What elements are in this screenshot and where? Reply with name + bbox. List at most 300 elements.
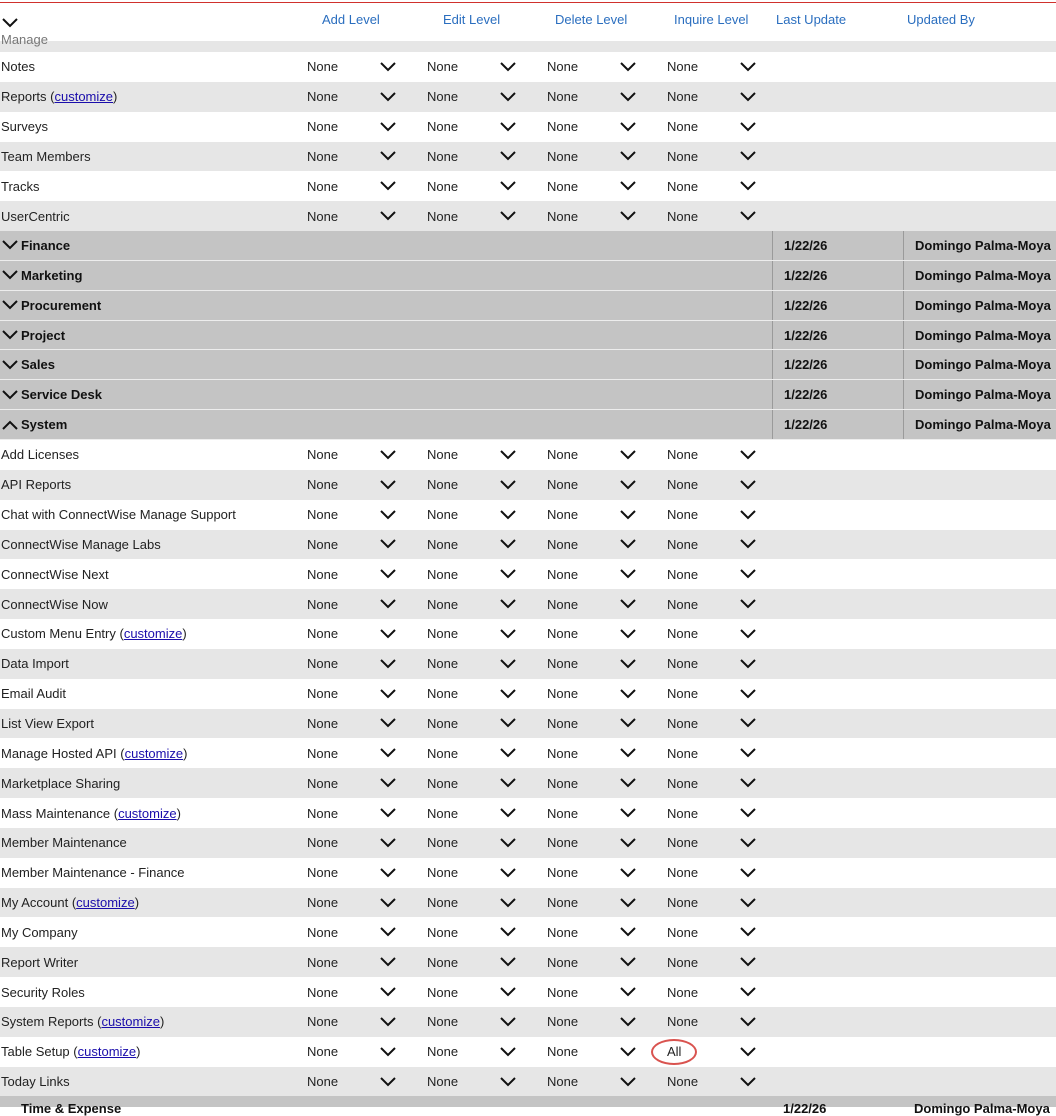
permission-name	[1, 440, 79, 470]
chevron-down-icon[interactable]	[500, 448, 516, 462]
add-level-select[interactable]: None	[307, 656, 339, 672]
chevron-down-icon[interactable]	[620, 508, 636, 522]
chevron-down-icon[interactable]	[380, 836, 396, 850]
edit-level-select[interactable]: None	[427, 447, 459, 463]
chevron-down-icon[interactable]	[380, 687, 396, 701]
group-header[interactable]	[2, 261, 82, 290]
permission-label: UserCentric	[1, 208, 70, 224]
chevron-down-icon[interactable]	[620, 657, 636, 671]
chevron-down-icon[interactable]	[500, 866, 516, 880]
chevron-down-icon[interactable]	[500, 597, 516, 611]
inquire-level-select[interactable]: All	[667, 1044, 682, 1060]
chevron-down-icon[interactable]	[380, 925, 396, 939]
chevron-down-icon[interactable]	[620, 149, 636, 163]
add-level-select[interactable]: None	[307, 566, 339, 582]
chevron-down-icon[interactable]	[620, 896, 636, 910]
inquire-level-select[interactable]: None	[667, 208, 699, 224]
customize-link[interactable]: customize	[77, 1044, 137, 1060]
delete-level-select[interactable]: None	[547, 686, 579, 702]
add-level-select[interactable]: None	[307, 507, 339, 523]
chevron-down-icon[interactable]	[740, 776, 756, 790]
chevron-down-icon[interactable]	[620, 1075, 636, 1089]
delete-level-select[interactable]: None	[547, 208, 579, 224]
chevron-down-icon[interactable]	[620, 716, 636, 730]
chevron-down-icon[interactable]	[620, 448, 636, 462]
inquire-level-select[interactable]: None	[667, 835, 699, 851]
group-updated-by: Domingo Palma-Moya	[903, 291, 1056, 320]
chevron-down-icon[interactable]	[740, 90, 756, 104]
delete-level-select[interactable]: None	[547, 507, 579, 523]
edit-level-select[interactable]: None	[427, 178, 459, 194]
chevron-down-icon[interactable]	[740, 508, 756, 522]
chevron-up-icon[interactable]	[2, 418, 18, 432]
group-header[interactable]	[2, 291, 101, 320]
chevron-down-icon[interactable]	[380, 149, 396, 163]
chevron-down-icon[interactable]	[500, 120, 516, 134]
chevron-down-icon[interactable]	[740, 537, 756, 551]
edit-level-select[interactable]: None	[427, 805, 459, 821]
permission-label: Data Import	[1, 656, 69, 672]
chevron-down-icon[interactable]	[620, 478, 636, 492]
column-header-delete-level[interactable]: Delete Level	[555, 12, 628, 27]
top-accent-line	[0, 2, 1056, 3]
add-level-select[interactable]: None	[307, 148, 339, 164]
chevron-down-icon[interactable]	[740, 597, 756, 611]
chevron-down-icon[interactable]	[500, 657, 516, 671]
delete-level-select[interactable]: None	[547, 775, 579, 791]
group-updated-by: Domingo Palma-Moya	[903, 261, 1056, 290]
delete-level-select[interactable]: None	[547, 835, 579, 851]
add-level-select[interactable]: None	[307, 447, 339, 463]
group-last-update: 1/22/26	[772, 261, 904, 290]
add-level-select[interactable]: None	[307, 954, 339, 970]
delete-level-select[interactable]: None	[547, 59, 579, 75]
chevron-down-icon[interactable]	[740, 687, 756, 701]
group-last-update: 1/22/26	[772, 380, 904, 409]
chevron-down-icon[interactable]	[740, 836, 756, 850]
delete-level-select[interactable]: None	[547, 447, 579, 463]
chevron-down-icon[interactable]	[740, 657, 756, 671]
chevron-down-icon[interactable]	[380, 776, 396, 790]
chevron-down-icon[interactable]	[500, 985, 516, 999]
inquire-level-select[interactable]: None	[667, 507, 699, 523]
permission-label: Manage Hosted API	[1, 745, 117, 761]
chevron-down-icon[interactable]	[620, 985, 636, 999]
edit-level-select[interactable]: None	[427, 148, 459, 164]
chevron-down-icon[interactable]	[620, 955, 636, 969]
chevron-down-icon[interactable]	[500, 776, 516, 790]
chevron-down-icon[interactable]	[620, 687, 636, 701]
add-level-select[interactable]: None	[307, 178, 339, 194]
group-header[interactable]	[2, 380, 102, 409]
delete-level-select[interactable]: None	[547, 865, 579, 881]
inquire-level-select[interactable]: None	[667, 984, 699, 1000]
add-level-select[interactable]: None	[307, 745, 339, 761]
permission-name	[1, 530, 161, 560]
group-header[interactable]	[2, 321, 65, 350]
chevron-down-icon[interactable]	[380, 866, 396, 880]
chevron-down-icon[interactable]	[2, 358, 18, 372]
chevron-down-icon[interactable]	[380, 567, 396, 581]
chevron-down-icon[interactable]	[740, 866, 756, 880]
edit-level-select[interactable]: None	[427, 835, 459, 851]
chevron-down-icon[interactable]	[740, 60, 756, 74]
chevron-down-icon[interactable]	[380, 716, 396, 730]
add-level-select[interactable]: None	[307, 865, 339, 881]
chevron-down-icon[interactable]	[380, 746, 396, 760]
inquire-level-select[interactable]: None	[667, 805, 699, 821]
chevron-down-icon[interactable]	[500, 687, 516, 701]
chevron-down-icon[interactable]	[500, 1015, 516, 1029]
permission-name	[1, 858, 185, 888]
group-header[interactable]	[2, 350, 55, 379]
permission-name: System Reports ( customize )	[1, 1014, 165, 1030]
group-last-update: 1/22/26	[772, 291, 904, 320]
edit-level-select[interactable]: None	[427, 775, 459, 791]
table-group-row-time-expense[interactable]	[0, 1096, 1056, 1116]
chevron-down-icon[interactable]	[620, 1045, 636, 1059]
table-group-row-finance[interactable]	[0, 231, 1056, 261]
add-level-select[interactable]: None	[307, 626, 339, 642]
chevron-down-icon[interactable]	[740, 746, 756, 760]
chevron-down-icon[interactable]	[380, 955, 396, 969]
table-row-notes	[0, 52, 1056, 82]
edit-level-select[interactable]: None	[427, 566, 459, 582]
chevron-down-icon[interactable]	[500, 1045, 516, 1059]
delete-level-select[interactable]: None	[547, 178, 579, 194]
chevron-down-icon[interactable]	[500, 209, 516, 223]
column-header-last-update[interactable]: Last Update	[776, 12, 847, 27]
edit-level-select[interactable]: None	[427, 984, 459, 1000]
add-level-select[interactable]: None	[307, 895, 339, 911]
add-level-select[interactable]: None	[307, 1014, 339, 1030]
chevron-down-icon[interactable]	[620, 537, 636, 551]
add-level-select[interactable]: None	[307, 775, 339, 791]
chevron-down-icon[interactable]	[740, 1045, 756, 1059]
delete-level-select[interactable]: None	[547, 656, 579, 672]
inquire-level-select[interactable]: None	[667, 865, 699, 881]
chevron-down-icon[interactable]	[740, 955, 756, 969]
edit-level-select[interactable]: None	[427, 89, 459, 105]
add-level-select[interactable]: None	[307, 477, 339, 493]
customize-link[interactable]: customize	[76, 895, 135, 911]
delete-level-select[interactable]: None	[547, 745, 579, 761]
customize-link[interactable]: customize	[54, 89, 114, 105]
table-group-row-sales[interactable]	[0, 350, 1056, 380]
delete-level-select[interactable]: None	[547, 626, 579, 642]
inquire-level-select[interactable]: None	[667, 59, 699, 75]
chevron-down-icon[interactable]	[740, 627, 756, 641]
column-header-updated-by[interactable]: Updated By	[907, 12, 975, 27]
chevron-down-icon[interactable]	[380, 657, 396, 671]
chevron-down-icon[interactable]	[500, 806, 516, 820]
chevron-down-icon[interactable]	[380, 1015, 396, 1029]
inquire-level-select[interactable]: None	[667, 178, 699, 194]
chevron-down-icon[interactable]	[740, 896, 756, 910]
chevron-down-icon[interactable]	[2, 298, 18, 312]
inquire-level-select[interactable]: None	[667, 775, 699, 791]
add-level-select[interactable]: None	[307, 805, 339, 821]
add-level-select[interactable]: None	[307, 536, 339, 552]
chevron-down-icon[interactable]	[740, 925, 756, 939]
add-level-select[interactable]: None	[307, 715, 339, 731]
chevron-down-icon[interactable]	[380, 120, 396, 134]
inquire-level-select[interactable]: None	[667, 477, 699, 493]
delete-level-select[interactable]: None	[547, 477, 579, 493]
chevron-down-icon[interactable]	[740, 1015, 756, 1029]
inquire-level-select[interactable]: None	[667, 1074, 699, 1090]
chevron-down-icon[interactable]	[740, 985, 756, 999]
group-updated-by: Domingo Palma-Moya	[903, 410, 1056, 439]
chevron-down-icon[interactable]	[620, 567, 636, 581]
chevron-down-icon[interactable]	[500, 627, 516, 641]
chevron-down-icon[interactable]	[500, 508, 516, 522]
edit-level-select[interactable]: None	[427, 865, 459, 881]
edit-level-select[interactable]: None	[427, 1014, 459, 1030]
edit-level-select[interactable]: None	[427, 745, 459, 761]
chevron-down-icon[interactable]	[500, 537, 516, 551]
group-header[interactable]	[2, 410, 67, 439]
chevron-down-icon[interactable]	[380, 60, 396, 74]
group-header[interactable]	[2, 231, 70, 260]
inquire-level-select[interactable]: None	[667, 954, 699, 970]
chevron-down-icon[interactable]	[380, 1045, 396, 1059]
chevron-down-icon[interactable]	[620, 866, 636, 880]
chevron-down-icon[interactable]	[2, 388, 18, 402]
permission-name	[1, 52, 35, 82]
chevron-down-icon[interactable]	[500, 90, 516, 104]
chevron-down-icon[interactable]	[620, 806, 636, 820]
delete-level-select[interactable]: None	[547, 119, 579, 135]
chevron-down-icon[interactable]	[620, 776, 636, 790]
group-name: Procurement	[21, 297, 102, 313]
delete-level-select[interactable]: None	[547, 596, 579, 612]
edit-level-select[interactable]: None	[427, 59, 459, 75]
chevron-down-icon[interactable]	[620, 746, 636, 760]
add-level-select[interactable]: None	[307, 1044, 339, 1060]
delete-level-select[interactable]: None	[547, 89, 579, 105]
chevron-down-icon[interactable]	[380, 179, 396, 193]
chevron-down-icon[interactable]	[500, 716, 516, 730]
chevron-down-icon[interactable]	[500, 179, 516, 193]
chevron-down-icon[interactable]	[740, 120, 756, 134]
delete-level-select[interactable]: None	[547, 536, 579, 552]
chevron-down-icon[interactable]	[380, 537, 396, 551]
permission-label: Marketplace Sharing	[1, 775, 121, 791]
inquire-level-select[interactable]: None	[667, 119, 699, 135]
permission-name: Mass Maintenance ( customize )	[1, 805, 181, 821]
add-level-select[interactable]: None	[307, 984, 339, 1000]
edit-level-select[interactable]: None	[427, 626, 459, 642]
delete-level-select[interactable]: None	[547, 1014, 579, 1030]
group-last-update: 1/22/26	[772, 231, 904, 260]
chevron-down-icon[interactable]	[2, 238, 18, 252]
chevron-down-icon[interactable]	[500, 1075, 516, 1089]
edit-level-select[interactable]: None	[427, 895, 459, 911]
chevron-down-icon[interactable]	[380, 478, 396, 492]
customize-link[interactable]: customize	[124, 745, 184, 761]
inquire-level-select[interactable]: None	[667, 596, 699, 612]
permissions-table	[0, 52, 1056, 1097]
chevron-down-icon[interactable]	[620, 925, 636, 939]
add-level-select[interactable]: None	[307, 686, 339, 702]
inquire-level-select[interactable]: None	[667, 89, 699, 105]
inquire-level-select[interactable]: None	[667, 536, 699, 552]
chevron-down-icon[interactable]	[380, 209, 396, 223]
table-group-row-project[interactable]	[0, 321, 1056, 351]
table-row-custom-menu-entry	[0, 619, 1056, 649]
inquire-level-select[interactable]: None	[667, 148, 699, 164]
delete-level-select[interactable]: None	[547, 148, 579, 164]
inquire-level-select[interactable]: None	[667, 626, 699, 642]
table-row-list-view-export	[0, 709, 1056, 739]
permission-name	[1, 470, 71, 500]
chevron-down-icon[interactable]	[740, 716, 756, 730]
edit-level-select[interactable]: None	[427, 1044, 459, 1060]
add-level-select[interactable]: None	[307, 1074, 339, 1090]
column-header-inquire-level[interactable]: Inquire Level	[674, 12, 749, 27]
edit-level-select[interactable]: None	[427, 507, 459, 523]
edit-level-select[interactable]: None	[427, 686, 459, 702]
inquire-level-select[interactable]: None	[667, 656, 699, 672]
edit-level-select[interactable]: None	[427, 208, 459, 224]
chevron-down-icon[interactable]	[2, 268, 18, 282]
permission-label: Custom Menu Entry	[1, 626, 116, 642]
chevron-down-icon[interactable]	[740, 149, 756, 163]
add-level-select[interactable]: None	[307, 835, 339, 851]
inquire-level-select[interactable]: None	[667, 924, 699, 940]
delete-level-select[interactable]: None	[547, 1044, 579, 1060]
customize-link[interactable]: customize	[118, 805, 177, 821]
permission-label: Team Members	[1, 148, 91, 164]
delete-level-select[interactable]: None	[547, 924, 579, 940]
inquire-level-select[interactable]: None	[667, 1014, 699, 1030]
add-level-select[interactable]: None	[307, 59, 339, 75]
chevron-down-icon[interactable]	[380, 627, 396, 641]
column-header-add-level[interactable]: Add Level	[322, 12, 380, 27]
group-updated-by: Domingo Palma-Moya	[903, 350, 1056, 379]
add-level-select[interactable]: None	[307, 596, 339, 612]
chevron-down-icon[interactable]	[2, 328, 18, 342]
chevron-down-icon[interactable]	[500, 836, 516, 850]
delete-level-select[interactable]: None	[547, 566, 579, 582]
table-row-security-roles	[0, 977, 1056, 1007]
table-row-tracks	[0, 171, 1056, 201]
edit-level-select[interactable]: None	[427, 954, 459, 970]
chevron-down-icon[interactable]	[620, 120, 636, 134]
permission-label: My Company	[1, 924, 78, 940]
chevron-down-icon[interactable]	[740, 567, 756, 581]
inquire-level-select[interactable]: None	[667, 566, 699, 582]
column-header-edit-level[interactable]: Edit Level	[443, 12, 501, 27]
table-row-manage-hosted-api	[0, 738, 1056, 768]
group-name: System	[21, 417, 68, 433]
edit-level-select[interactable]: None	[427, 596, 459, 612]
collapse-all-chevron-icon[interactable]	[2, 16, 18, 30]
table-group-row-service-desk[interactable]	[0, 380, 1056, 410]
chevron-down-icon[interactable]	[620, 597, 636, 611]
permission-name	[1, 709, 94, 739]
chevron-down-icon[interactable]	[380, 448, 396, 462]
delete-level-select[interactable]: None	[547, 984, 579, 1000]
permission-name	[1, 947, 78, 977]
chevron-down-icon[interactable]	[500, 746, 516, 760]
chevron-down-icon[interactable]	[500, 896, 516, 910]
delete-level-select[interactable]: None	[547, 805, 579, 821]
delete-level-select[interactable]: None	[547, 954, 579, 970]
delete-level-select[interactable]: None	[547, 895, 579, 911]
add-level-select[interactable]: None	[307, 119, 339, 135]
group-updated-by: Domingo Palma-Moya	[914, 1101, 1050, 1116]
inquire-level-select[interactable]: None	[667, 745, 699, 761]
chevron-down-icon[interactable]	[740, 179, 756, 193]
chevron-down-icon[interactable]	[380, 508, 396, 522]
inquire-level-select[interactable]: None	[667, 715, 699, 731]
add-level-select[interactable]: None	[307, 924, 339, 940]
edit-level-select[interactable]: None	[427, 656, 459, 672]
table-group-row-procurement[interactable]	[0, 291, 1056, 321]
permission-label: ConnectWise Next	[1, 566, 109, 582]
chevron-down-icon[interactable]	[740, 478, 756, 492]
group-name: Time & Expense	[21, 1101, 122, 1116]
chevron-down-icon[interactable]	[380, 896, 396, 910]
chevron-down-icon[interactable]	[620, 836, 636, 850]
chevron-down-icon[interactable]	[620, 627, 636, 641]
chevron-down-icon[interactable]	[380, 985, 396, 999]
table-group-row-system[interactable]	[0, 410, 1056, 440]
chevron-down-icon[interactable]	[740, 448, 756, 462]
chevron-down-icon[interactable]	[380, 597, 396, 611]
chevron-down-icon[interactable]	[620, 1015, 636, 1029]
chevron-down-icon[interactable]	[500, 60, 516, 74]
edit-level-select[interactable]: None	[427, 924, 459, 940]
table-row-email-audit	[0, 679, 1056, 709]
add-level-select[interactable]: None	[307, 208, 339, 224]
edit-level-select[interactable]: None	[427, 715, 459, 731]
edit-level-select[interactable]: None	[427, 536, 459, 552]
chevron-down-icon[interactable]	[500, 149, 516, 163]
chevron-down-icon[interactable]	[500, 955, 516, 969]
inquire-level-select[interactable]: None	[667, 686, 699, 702]
inquire-level-select[interactable]: None	[667, 895, 699, 911]
chevron-down-icon[interactable]	[740, 209, 756, 223]
table-group-row-marketing[interactable]	[0, 261, 1056, 291]
edit-level-select[interactable]: None	[427, 119, 459, 135]
edit-level-select[interactable]: None	[427, 477, 459, 493]
chevron-down-icon[interactable]	[620, 209, 636, 223]
customize-link[interactable]: customize	[101, 1014, 160, 1030]
chevron-down-icon[interactable]	[500, 478, 516, 492]
chevron-down-icon[interactable]	[380, 1075, 396, 1089]
permission-label: ConnectWise Now	[1, 596, 108, 612]
permission-name	[1, 142, 91, 172]
chevron-down-icon[interactable]	[500, 925, 516, 939]
add-level-select[interactable]: None	[307, 89, 339, 105]
chevron-down-icon[interactable]	[620, 179, 636, 193]
customize-link[interactable]: customize	[123, 626, 183, 642]
chevron-down-icon[interactable]	[500, 567, 516, 581]
chevron-down-icon[interactable]	[380, 90, 396, 104]
chevron-down-icon[interactable]	[740, 806, 756, 820]
edit-level-select[interactable]: None	[427, 1074, 459, 1090]
delete-level-select[interactable]: None	[547, 1074, 579, 1090]
chevron-down-icon[interactable]	[620, 90, 636, 104]
chevron-down-icon[interactable]	[620, 60, 636, 74]
chevron-down-icon[interactable]	[740, 1075, 756, 1089]
inquire-level-select[interactable]: None	[667, 447, 699, 463]
delete-level-select[interactable]: None	[547, 715, 579, 731]
chevron-down-icon[interactable]	[380, 806, 396, 820]
